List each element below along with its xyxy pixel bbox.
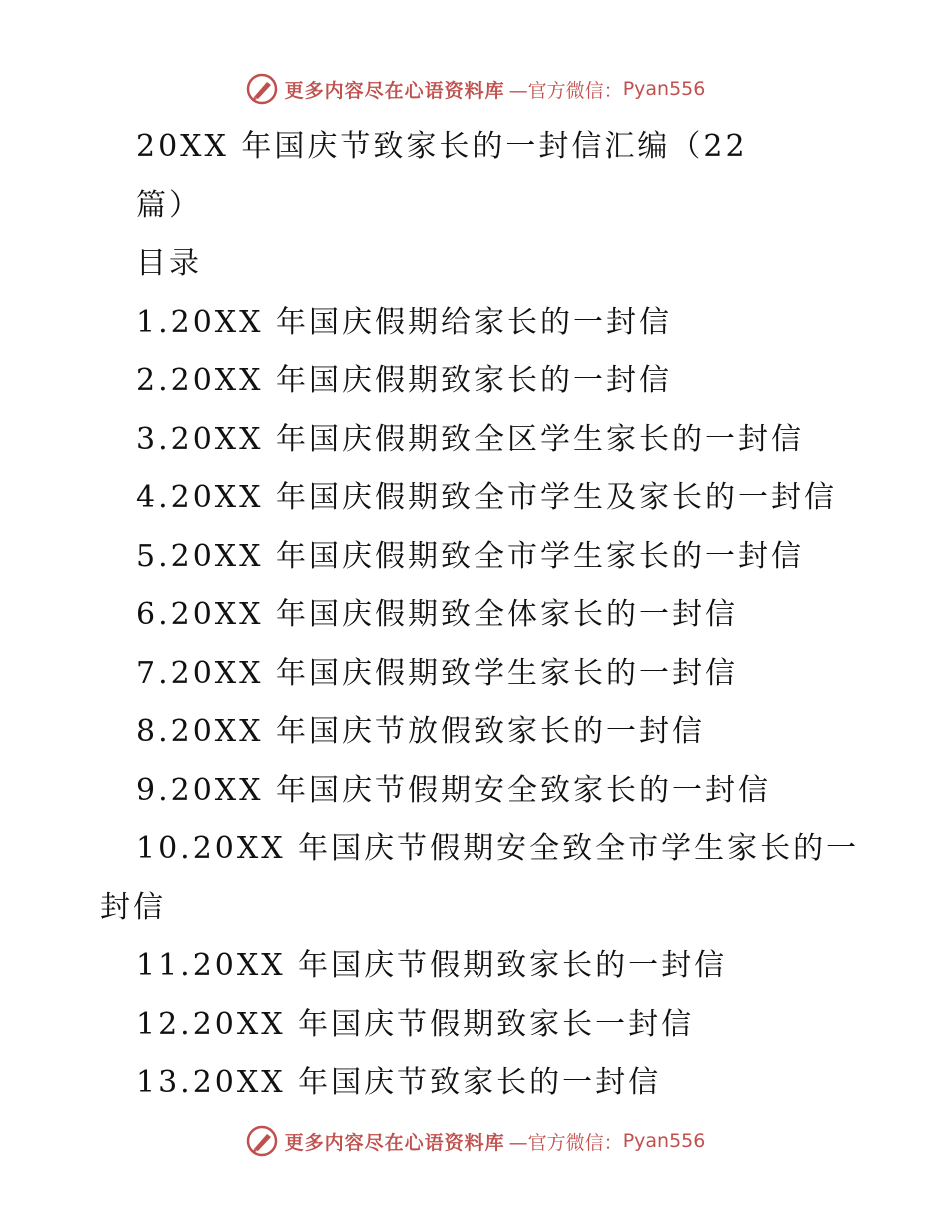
watermark-text: 更多内容尽在心语资料库 xyxy=(284,79,505,102)
watermark-id: Pyan556 xyxy=(622,78,706,100)
toc-item: 4.20XX 年国庆假期致全市学生及家长的一封信 xyxy=(136,480,838,515)
toc-item: 7.20XX 年国庆假期致学生家长的一封信 xyxy=(136,655,739,691)
pen-logo-icon xyxy=(245,72,279,106)
watermark-sub: —官方微信： xyxy=(508,79,623,102)
toc-item: 11.20XX 年国庆节假期致家长的一封信 xyxy=(136,948,728,983)
toc-item: 2.20XX 年国庆假期致家长的一封信 xyxy=(136,363,673,398)
pen-logo-icon xyxy=(245,1124,279,1158)
document-title-line-2: 篇） xyxy=(136,187,202,223)
toc-item: 8.20XX 年国庆节放假致家长的一封信 xyxy=(136,714,706,749)
footer-watermark xyxy=(0,1124,950,1158)
toc-heading: 目录 xyxy=(136,246,202,281)
document-title-line-1: 20XX 年国庆节致家长的一封信汇编（22 xyxy=(136,129,748,164)
toc-item: 3.20XX 年国庆假期致全区学生家长的一封信 xyxy=(136,421,805,457)
toc-item: 1.20XX 年国庆假期给家长的一封信 xyxy=(136,304,673,340)
toc-item: 6.20XX 年国庆假期致全体家长的一封信 xyxy=(136,597,739,632)
toc-item: 13.20XX 年国庆节致家长的一封信 xyxy=(136,1065,662,1100)
header-watermark xyxy=(0,72,950,106)
watermark-id: Pyan556 xyxy=(622,1130,706,1152)
toc-item: 5.20XX 年国庆假期致全市学生家长的一封信 xyxy=(136,538,805,574)
document-body xyxy=(100,118,860,1113)
toc-item: 10.20XX 年国庆节假期安全致全市学生家长的一封信 xyxy=(100,831,860,925)
toc-item: 9.20XX 年国庆节假期安全致家长的一封信 xyxy=(136,772,772,808)
watermark-text: 更多内容尽在心语资料库 xyxy=(284,1131,505,1154)
toc-item: 12.20XX 年国庆节假期致家长一封信 xyxy=(136,1006,695,1042)
watermark-sub: —官方微信： xyxy=(508,1131,623,1154)
